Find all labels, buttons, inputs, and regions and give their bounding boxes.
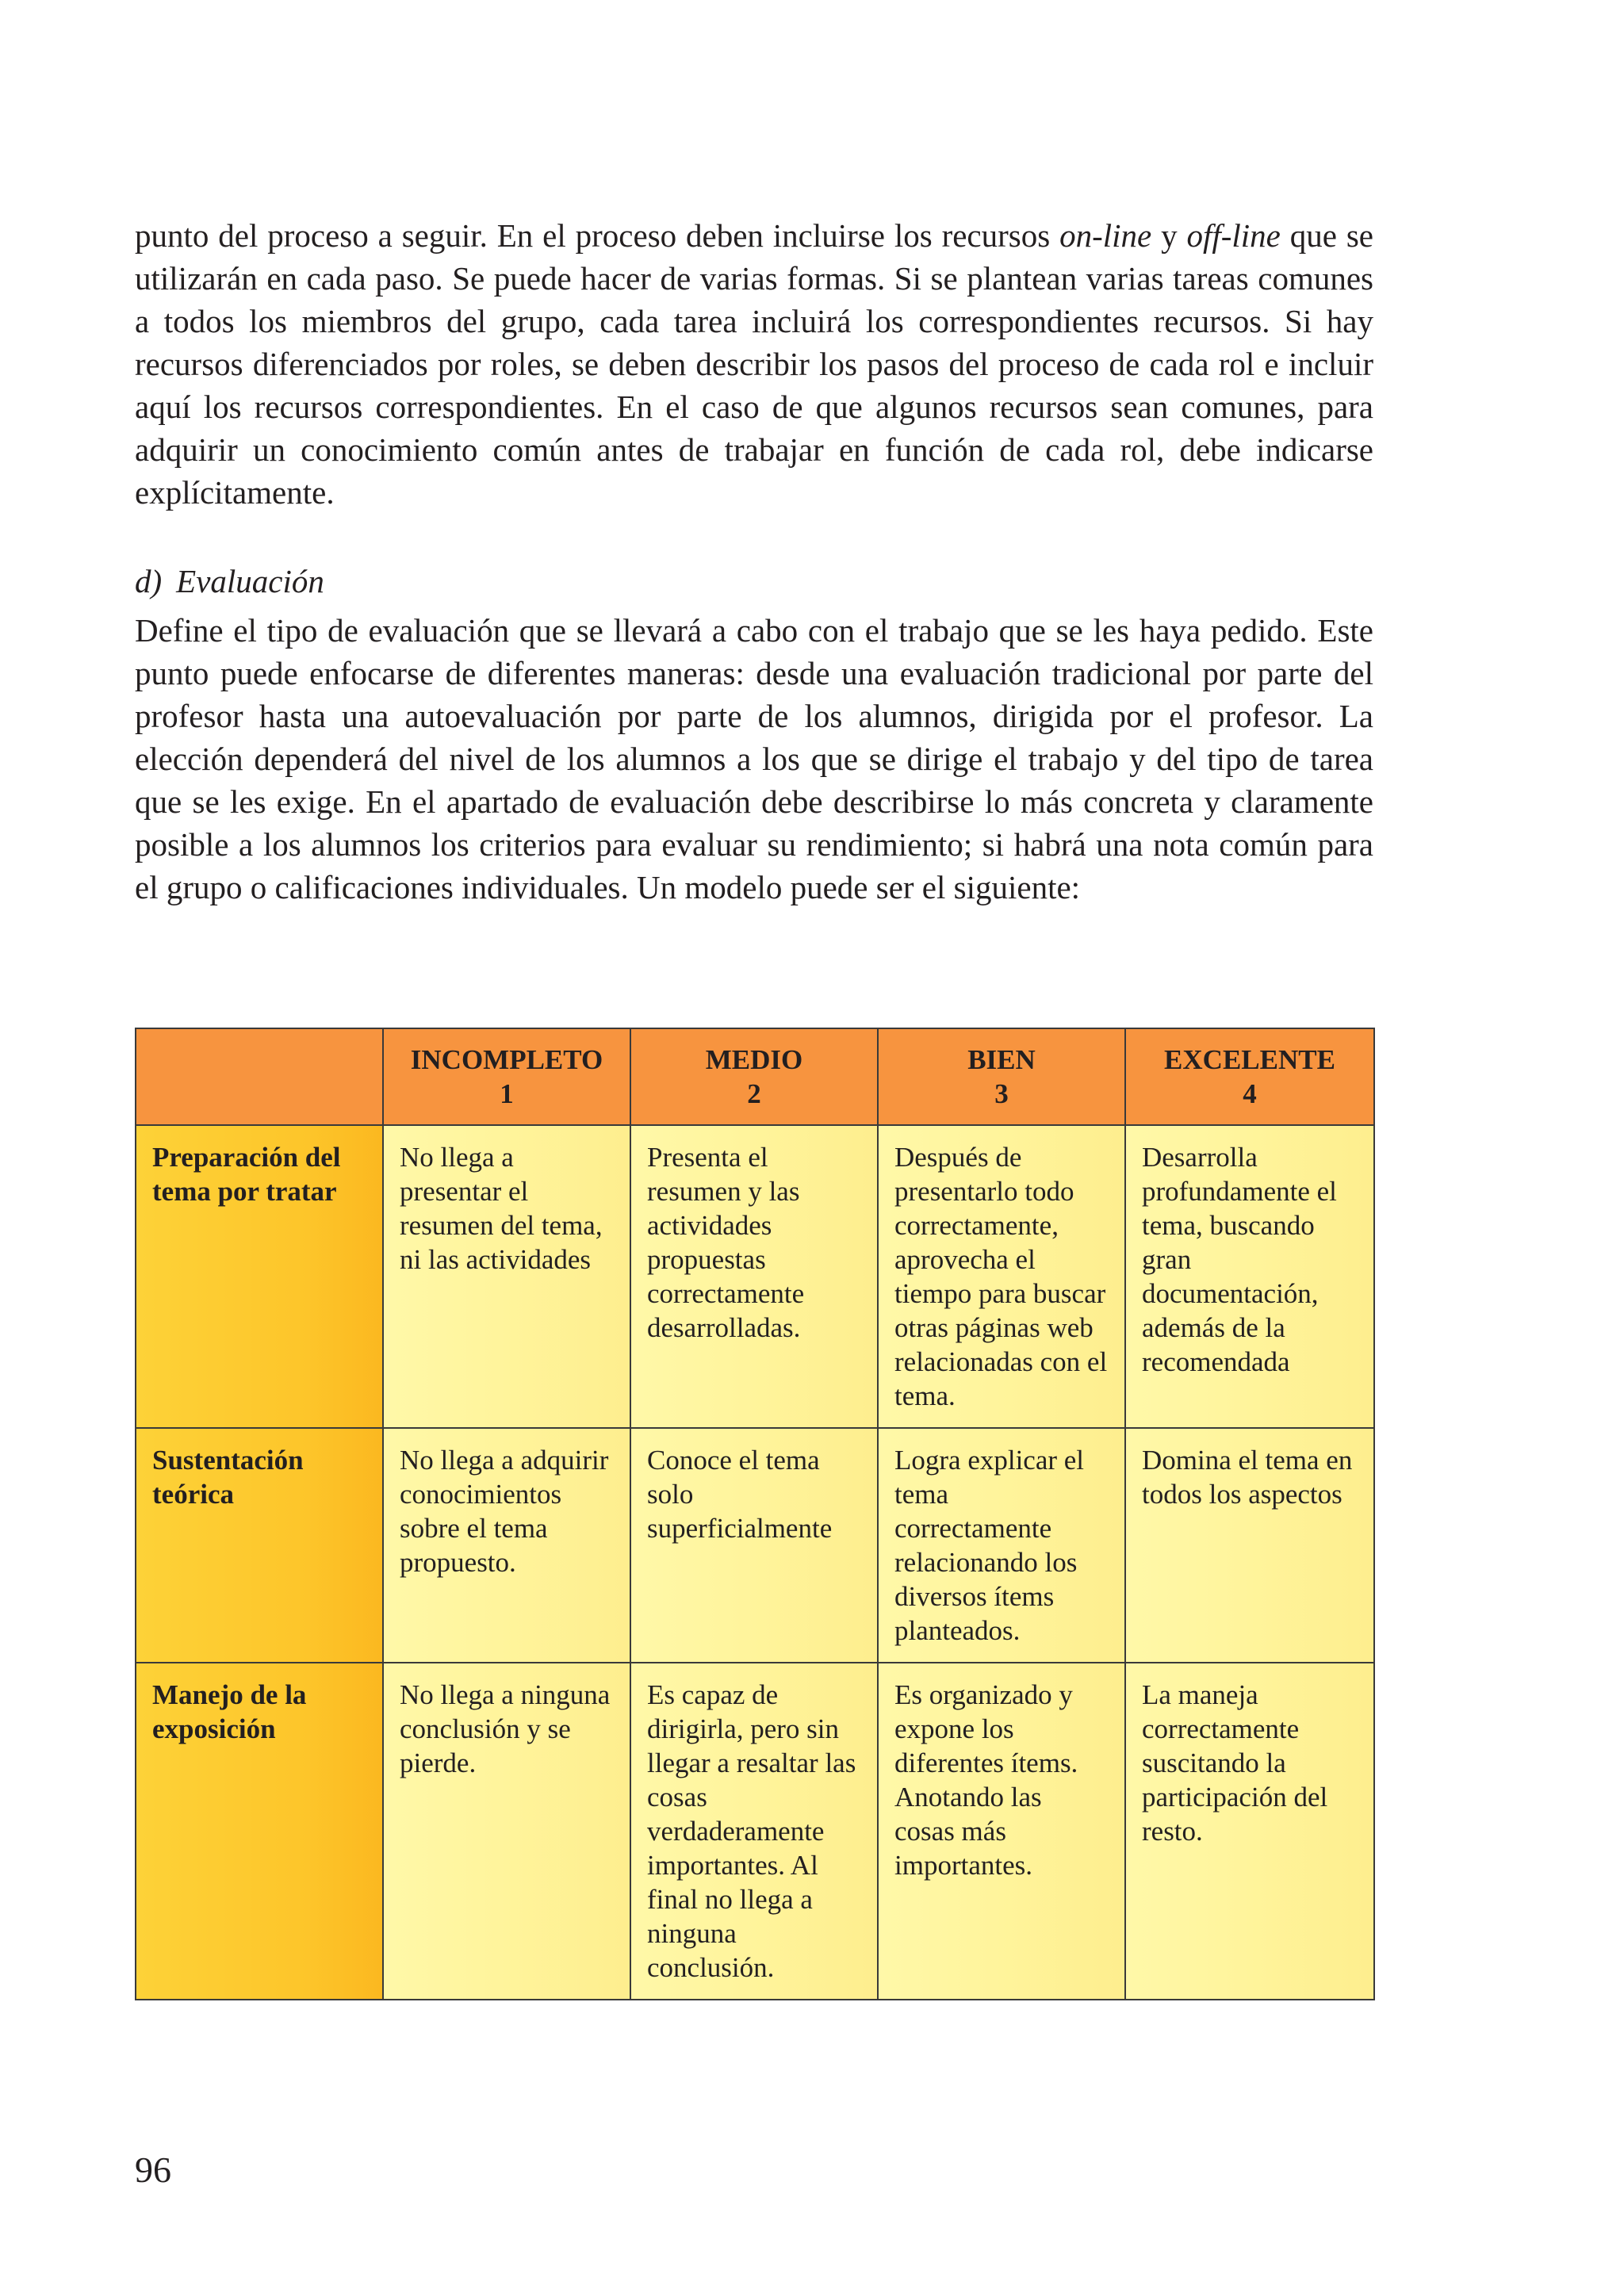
- column-score: 2: [747, 1078, 761, 1109]
- rubric-cell: Conoce el tema solo superficialmente: [630, 1428, 878, 1663]
- section-heading-evaluacion: [135, 560, 1373, 603]
- rubric-column-header: [878, 1028, 1125, 1125]
- rubric-cell: Presenta el resumen y las actividades propuestas correctamente desarrolladas.: [630, 1125, 878, 1428]
- rubric-cell: Es organizado y expone los diferentes ítems. Anotando las cosas más importantes.: [878, 1663, 1125, 2000]
- rubric-criterion: Preparación del tema por tratar: [136, 1125, 383, 1428]
- rubric-cell: No llega a presentar el resumen del tema, ni las actividades: [383, 1125, 630, 1428]
- paragraph-text: que se utilizarán en cada paso. Se puede hacer de varias formas. Si se plantean varias tareas comunes a todos los miembros del grupo, cada tarea incluirá los correspondientes recursos. Si hay recursos diferenciados por roles, se deben describir los pasos del proceso de cada rol e incluir aquí los recursos correspondientes. En el caso de que algunos recursos sean comunes, para adquirir un conocimiento común antes de trabajar en función de cada rol, debe indicarse explícitamente.: [135, 217, 1373, 511]
- paragraph-process-resources: [135, 214, 1373, 514]
- rubric-cell: No llega a ninguna conclusión y se pierde.: [383, 1663, 630, 2000]
- rubric-column-header: [383, 1028, 630, 1125]
- rubric-cell: Domina el tema en todos los aspectos: [1125, 1428, 1374, 1663]
- rubric-column-header: [1125, 1028, 1374, 1125]
- rubric-header-row: [136, 1028, 1374, 1125]
- rubric-row: [136, 1428, 1374, 1663]
- rubric-criterion: Manejo de la exposición: [136, 1663, 383, 2000]
- paragraph-evaluation: Define el tipo de evaluación que se llevará a cabo con el trabajo que se les haya pedido. Este punto puede enfocarse de diferentes maneras: desde una evaluación tradicional por parte del profesor hasta una autoevaluación por parte de los alumnos, dirigida por el profesor. La elección dependerá del nivel de los alumnos a los que se dirige el trabajo y del tipo de tarea que se les exige. En el apartado de evaluación debe describirse lo más concreta y claramente posible a los alumnos los criterios para evaluar su rendimiento; si habrá una nota común para el grupo o calificaciones individuales. Un modelo puede ser el siguiente:: [135, 612, 1373, 905]
- page-body: [135, 214, 1373, 909]
- rubric-table: [135, 1028, 1375, 2000]
- paragraph-text: y: [1151, 217, 1187, 254]
- column-label: BIEN: [967, 1044, 1036, 1075]
- column-score: 1: [500, 1078, 514, 1109]
- page-number: 96: [135, 2149, 171, 2190]
- rubric-row: [136, 1663, 1374, 2000]
- rubric-cell: La maneja correctamente suscitando la participación del resto.: [1125, 1663, 1374, 2000]
- section-letter: d): [135, 563, 163, 599]
- column-score: 4: [1243, 1078, 1257, 1109]
- column-label: EXCELENTE: [1164, 1044, 1335, 1075]
- column-label: INCOMPLETO: [410, 1044, 603, 1075]
- rubric-cell: Logra explicar el tema correctamente relacionando los diversos ítems planteados.: [878, 1428, 1125, 1663]
- rubric-cell: Después de presentarlo todo correctamente, aprovecha el tiempo para buscar otras páginas web relacionadas con el tema.: [878, 1125, 1125, 1428]
- rubric-table-container: [135, 1028, 1373, 2000]
- rubric-cell: Desarrolla profundamente el tema, buscando gran documentación, además de la recomendada: [1125, 1125, 1374, 1428]
- column-score: 3: [994, 1078, 1009, 1109]
- rubric-corner-cell: [136, 1028, 383, 1125]
- rubric-criterion: Sustentación teórica: [136, 1428, 383, 1663]
- rubric-column-header: [630, 1028, 878, 1125]
- italic-term-online: on-line: [1059, 217, 1152, 254]
- paragraph-text: punto del proceso a seguir. En el proceso deben incluirse los recursos: [135, 217, 1060, 254]
- italic-term-offline: off-line: [1186, 217, 1281, 254]
- rubric-cell: No llega a adquirir conocimientos sobre el tema propuesto.: [383, 1428, 630, 1663]
- rubric-row: [136, 1125, 1374, 1428]
- section-title: Evaluación: [176, 563, 324, 599]
- rubric-cell: Es capaz de dirigirla, pero sin llegar a resaltar las cosas verdaderamente importantes. Al final no llega a ninguna conclusión.: [630, 1663, 878, 2000]
- column-label: MEDIO: [705, 1044, 803, 1075]
